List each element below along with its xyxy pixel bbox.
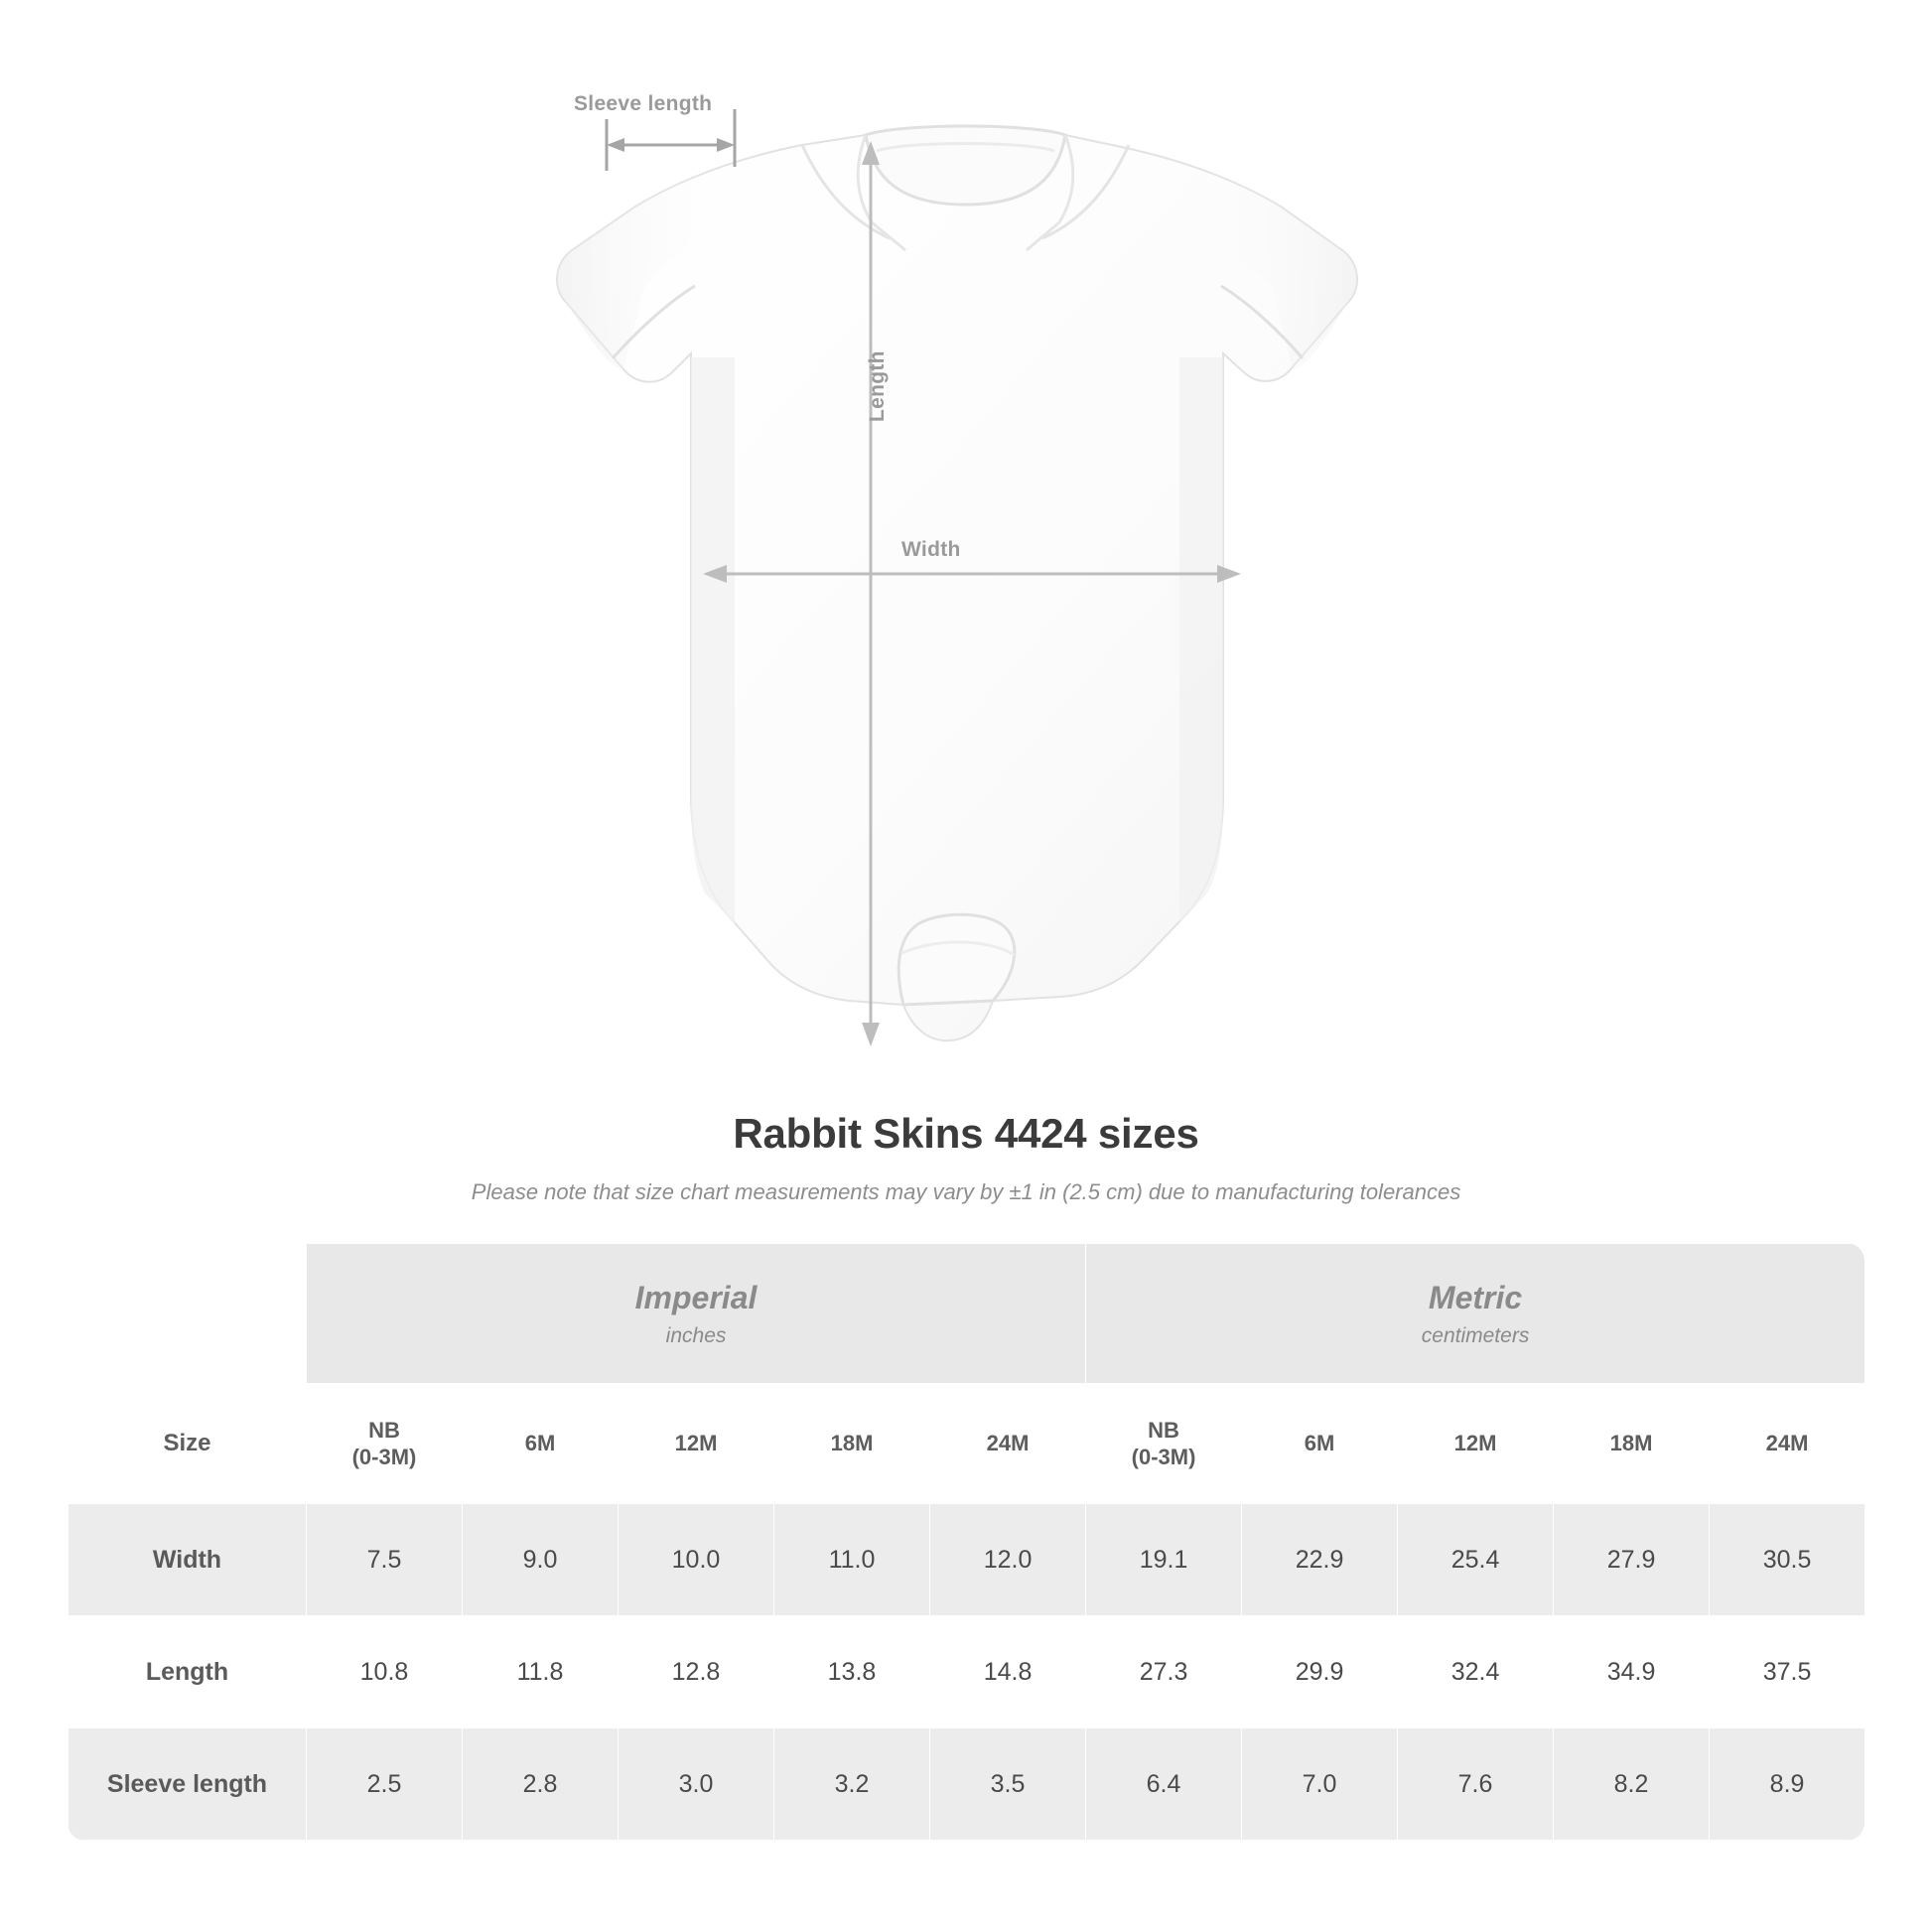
page-title: Rabbit Skins 4424 sizes: [733, 1110, 1199, 1157]
cell: 30.5: [1710, 1504, 1864, 1616]
width-label: Width: [901, 538, 961, 561]
cell: 13.8: [774, 1616, 930, 1728]
unit-group-metric: [1086, 1244, 1864, 1384]
cell: 3.2: [774, 1728, 930, 1841]
col-header-metric-nb: NB (0-3M): [1086, 1384, 1242, 1504]
row-label-sleeve-length: Sleeve length: [69, 1728, 307, 1841]
cell: 37.5: [1710, 1616, 1864, 1728]
cell: 7.5: [307, 1504, 463, 1616]
col-header-metric-18m: 18M: [1554, 1384, 1710, 1504]
col-header-imperial-18m: 18M: [774, 1384, 930, 1504]
table-row: [69, 1504, 1865, 1616]
size-table-wrap: [68, 1243, 1864, 1841]
size-header: Size: [69, 1384, 307, 1504]
cell: 9.0: [463, 1504, 619, 1616]
unit-group-imperial: [307, 1244, 1086, 1384]
table-row: [69, 1616, 1865, 1728]
cell: 27.9: [1554, 1504, 1710, 1616]
cell: 7.0: [1242, 1728, 1398, 1841]
col-header-imperial-nb: NB (0-3M): [307, 1384, 463, 1504]
table-row: [69, 1728, 1865, 1841]
length-label: Length: [866, 350, 889, 422]
cell: 19.1: [1086, 1504, 1242, 1616]
corner-cell: [69, 1244, 307, 1384]
cell: 25.4: [1398, 1504, 1554, 1616]
unit-sub-imperial: inches: [665, 1323, 727, 1347]
cell: 2.5: [307, 1728, 463, 1841]
unit-system-imperial: Imperial: [634, 1279, 758, 1315]
cell: 3.0: [619, 1728, 774, 1841]
cell: 27.3: [1086, 1616, 1242, 1728]
cell: 8.2: [1554, 1728, 1710, 1841]
column-header-row: [69, 1384, 1865, 1504]
col-header-metric-12m: 12M: [1398, 1384, 1554, 1504]
cell: 12.8: [619, 1616, 774, 1728]
cell: 2.8: [463, 1728, 619, 1841]
col-header-imperial-24m: 24M: [930, 1384, 1086, 1504]
col-header-metric-24m: 24M: [1710, 1384, 1864, 1504]
unit-system-metric: Metric: [1428, 1279, 1523, 1315]
cell: 14.8: [930, 1616, 1086, 1728]
cell: 6.4: [1086, 1728, 1242, 1841]
cell: 22.9: [1242, 1504, 1398, 1616]
col-header-imperial-12m: 12M: [619, 1384, 774, 1504]
cell: 11.0: [774, 1504, 930, 1616]
unit-header-row: [69, 1244, 1865, 1384]
col-header-metric-6m: 6M: [1242, 1384, 1398, 1504]
cell: 32.4: [1398, 1616, 1554, 1728]
cell: 8.9: [1710, 1728, 1864, 1841]
tolerance-note: Please note that size chart measurements may vary by ±1 in (2.5 cm) due to manufacturing tolerances: [471, 1179, 1461, 1204]
row-label-length: Length: [69, 1616, 307, 1728]
title-block: [0, 1110, 1932, 1205]
size-table: [68, 1243, 1864, 1841]
cell: 10.0: [619, 1504, 774, 1616]
cell: 34.9: [1554, 1616, 1710, 1728]
cell: 3.5: [930, 1728, 1086, 1841]
cell: 7.6: [1398, 1728, 1554, 1841]
cell: 12.0: [930, 1504, 1086, 1616]
cell: 10.8: [307, 1616, 463, 1728]
sleeve-length-label: Sleeve length: [574, 92, 713, 115]
cell: 29.9: [1242, 1616, 1398, 1728]
unit-sub-metric: centimeters: [1421, 1323, 1530, 1347]
cell: 11.8: [463, 1616, 619, 1728]
row-label-width: Width: [69, 1504, 307, 1616]
col-header-imperial-6m: 6M: [463, 1384, 619, 1504]
